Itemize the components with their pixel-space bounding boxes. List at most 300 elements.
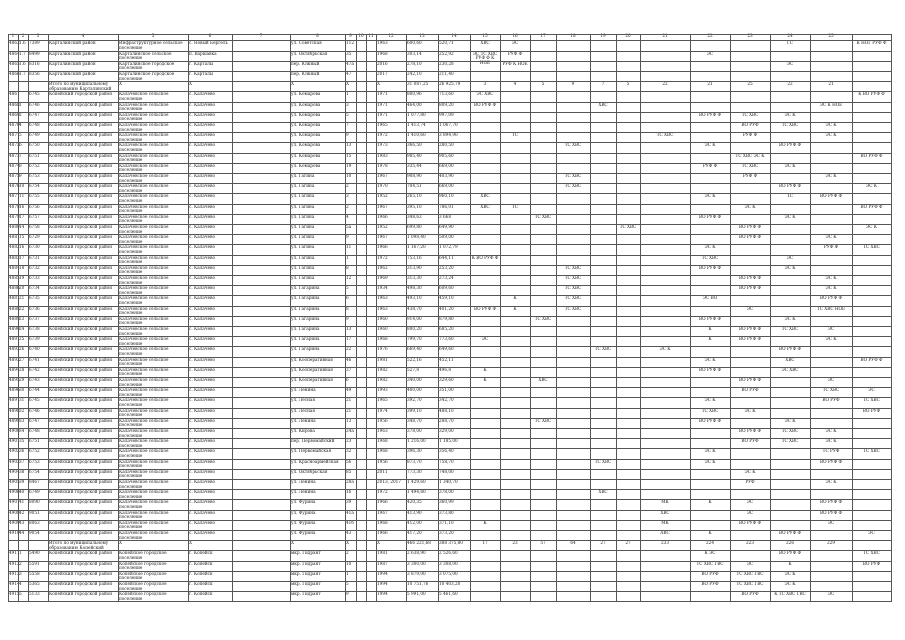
row-element-mark: [531, 41, 555, 50]
row-element-mark: [501, 82, 529, 91]
row-element-mark: [691, 470, 729, 479]
row-obj: Калачевское сельское поселение: [119, 234, 169, 244]
row-element-mark: [531, 582, 555, 591]
row-id: 6745: [29, 91, 40, 97]
row-element-mark: [471, 368, 499, 377]
row-r: 1.7: [19, 71, 26, 76]
row-element-mark: ТС ХВС: [564, 183, 582, 189]
row-rayon: Копейский городской район: [49, 275, 113, 280]
row-element-mark: [771, 245, 809, 254]
row-element-mark: [591, 52, 615, 61]
row-street: мкр. Гидрант: [291, 591, 321, 597]
row-element-mark: [853, 368, 890, 377]
row-np: с. Калачево: [189, 315, 216, 321]
row-element-mark: [591, 317, 615, 326]
row-element-mark: [811, 317, 851, 326]
row-area2: 329,60: [439, 377, 454, 382]
row-element-mark: [531, 327, 555, 336]
row-rayon: Копейский городской район: [49, 183, 113, 189]
row-rule: [8, 408, 891, 409]
row-element-mark: ТС ХВС: [701, 254, 719, 260]
row-element-mark: ВО РУФ Ф: [739, 519, 761, 525]
row-element-mark: К: [708, 336, 712, 342]
row-element-mark: [771, 521, 809, 530]
row-house: 24а: [346, 428, 354, 433]
row-house: 56: [346, 458, 352, 464]
row-obj: Калачевское сельское поселение: [119, 285, 169, 295]
row-street: ул. Гагина: [291, 193, 315, 199]
row-element-mark: ВО РУФ Ф: [739, 275, 761, 280]
row-area2: 649,60: [439, 346, 454, 352]
row-r: 1.7: [19, 50, 26, 56]
row-n: 4909: [9, 519, 20, 525]
row-element-mark: ВО РУФ Ф: [820, 458, 842, 464]
row-area2: 713,60: [439, 91, 454, 97]
row-np: с. Калачево: [189, 479, 216, 484]
row-element-mark: [471, 347, 499, 356]
row-element-mark: [731, 92, 769, 101]
row-element-mark: 25: [747, 81, 753, 87]
row-element-mark: [811, 113, 851, 122]
row-element-mark: ТС ХВС: [781, 438, 799, 444]
row-n: 4888: [9, 305, 20, 311]
row-area2: 373,80: [439, 509, 454, 515]
row-area: 1 098,40: [407, 234, 426, 240]
column-rule: [290, 34, 291, 602]
row-area2: 960,10: [439, 193, 454, 199]
row-house: 22: [346, 346, 352, 352]
row-obj: Калачевское сельское поселение: [119, 377, 169, 387]
row-element-mark: [591, 225, 615, 234]
row-element-mark: [591, 245, 615, 254]
row-r: 37: [19, 458, 25, 464]
row-id: 9051: [29, 509, 40, 515]
row-element-mark: [501, 449, 529, 458]
row-obj: Калачевское сельское поселение: [119, 305, 169, 316]
row-n: 4869: [9, 111, 20, 117]
row-element-mark: [471, 72, 499, 81]
row-element-mark: [501, 347, 529, 356]
row-element-mark: [557, 449, 589, 458]
row-area2: 253,20: [439, 264, 454, 270]
row-np: с. Калачево: [189, 193, 216, 199]
row-element-mark: [557, 388, 589, 397]
row-area2: 773,60: [439, 336, 454, 342]
row-year: 1952: [377, 224, 388, 229]
row-element-mark: [591, 62, 615, 71]
row-element-mark: [557, 521, 589, 530]
row-element-mark: [641, 378, 689, 387]
row-element-mark: [771, 480, 809, 489]
row-element-mark: ВО РУФ Ф: [779, 142, 801, 148]
row-id: 6737: [29, 315, 40, 321]
row-year: 1966: [377, 244, 388, 250]
row-element-mark: 23: [512, 540, 518, 546]
row-rule: [8, 540, 891, 541]
row-element-mark: [731, 245, 769, 254]
row-area: 498,30: [407, 285, 422, 291]
row-element-mark: [811, 582, 851, 591]
row-element-mark: 226: [786, 540, 794, 546]
row-obj: Калачевское сельское поселение: [119, 479, 169, 489]
column-rule: [590, 34, 591, 602]
row-n: 4879: [9, 213, 20, 219]
row-element-mark: [591, 521, 615, 530]
row-r: 4: [19, 122, 22, 127]
row-element-mark: [471, 551, 499, 560]
row-element-mark: [557, 62, 589, 71]
row-id: 6729: [29, 234, 40, 240]
row-element-mark: ТС ХВС: [594, 458, 612, 464]
row-obj: Карталинское сельское поселение: [119, 50, 172, 61]
row-area2: 649,90: [439, 224, 454, 229]
row-element-mark: [531, 52, 555, 61]
row-obj: Калачевское сельское поселение: [119, 315, 169, 326]
row-r: 16: [19, 203, 25, 209]
row-element-mark: [557, 531, 589, 540]
row-element-mark: [591, 276, 615, 285]
row-element-mark: 223: [746, 540, 754, 546]
row-rayon: Копейский городской район: [49, 448, 113, 454]
row-np: с. Калачево: [189, 213, 216, 219]
row-rule: [8, 193, 891, 194]
row-area2: 5 461,60: [439, 591, 458, 597]
row-obj: Калачевское сельское поселение: [119, 356, 169, 367]
row-element-mark: [557, 205, 589, 214]
row-element-mark: [617, 347, 639, 356]
row-np: с. Калачево: [189, 285, 216, 291]
row-element-mark: [531, 592, 555, 601]
column-number-header: 9: [349, 33, 352, 38]
row-element-mark: ВО РУФ Ф: [699, 213, 721, 219]
row-street: ул. Гагарина: [291, 295, 320, 301]
row-element-mark: [691, 307, 729, 316]
row-id: 6756: [29, 203, 40, 209]
row-element-mark: [641, 205, 689, 214]
row-n: 4878: [9, 203, 20, 209]
row-element-mark: [531, 572, 555, 581]
row-obj: Калачевское сельское поселение: [119, 173, 169, 183]
row-area2: 459,10: [439, 295, 454, 301]
row-street: ул. Кооперативная: [291, 377, 333, 382]
row-r: 10: [19, 183, 25, 189]
row-id: 6749: [29, 132, 40, 138]
row-element-mark: [471, 511, 499, 520]
row-element-mark: ЭС: [827, 377, 835, 382]
row-r: 35: [19, 438, 25, 444]
row-id: 6741: [29, 356, 40, 362]
row-element-mark: К ЭС: [704, 550, 716, 556]
row-np: с. Калачево: [189, 173, 216, 178]
row-element-mark: [853, 215, 890, 224]
row-element-mark: 9: [571, 81, 575, 87]
row-element-mark: ЭС К: [784, 162, 796, 168]
row-element-mark: [617, 72, 639, 81]
row-element-mark: [591, 449, 615, 458]
row-element-mark: [617, 582, 639, 591]
row-element-mark: ЭС К: [704, 244, 716, 250]
row-element-mark: [557, 511, 589, 520]
row-element-mark: [557, 582, 589, 591]
row-element-mark: [771, 205, 809, 214]
row-n: 4902: [9, 448, 20, 454]
row-element-mark: [617, 41, 639, 50]
row-element-mark: [641, 562, 689, 571]
row-element-mark: [501, 409, 529, 418]
row-rayon: Копейский городской район: [49, 407, 113, 413]
row-element-mark: [531, 521, 555, 530]
row-element-mark: [531, 439, 555, 448]
row-element-mark: [471, 50, 499, 65]
row-element-mark: ТС РУФ: [822, 448, 840, 454]
row-area2: 211,40: [439, 71, 454, 76]
row-area: 1 077,80: [407, 111, 426, 117]
row-r: 42: [19, 509, 25, 515]
row-rayon: Копейский городской район: [49, 438, 113, 444]
row-r: 19: [19, 275, 25, 280]
column-rule: [232, 34, 233, 602]
row-element-mark: [617, 409, 639, 418]
row-element-mark: ЭС ХВС: [476, 91, 494, 97]
row-element-mark: [811, 154, 851, 163]
row-street: ул. Фурина: [291, 519, 316, 525]
row-year: Х: [377, 540, 380, 546]
row-element-mark: 1С: [787, 193, 793, 199]
row-area2: 496,8: [439, 366, 451, 372]
row-year: 1983: [377, 152, 388, 158]
row-street: ул. Гагарина: [291, 336, 320, 342]
row-element-mark: [853, 82, 890, 91]
row-element-mark: [557, 337, 589, 346]
row-house: 8: [346, 264, 349, 270]
row-element-mark: [731, 52, 769, 61]
row-street: ул. Красноармейская: [291, 458, 339, 464]
row-rayon: Копейский городской район: [49, 122, 113, 127]
row-element-mark: [617, 245, 639, 254]
row-element-mark: 4: [513, 81, 517, 87]
row-element-mark: ВО РУФ Ф: [739, 336, 761, 342]
row-element-mark: [557, 439, 589, 448]
row-element-mark: [591, 511, 615, 520]
row-rayon: Копейский городской район: [49, 397, 113, 403]
column-number-header: 2: [21, 33, 25, 38]
row-element-mark: [617, 205, 639, 214]
row-element-mark: [617, 235, 639, 244]
row-element-mark: ЭС: [481, 336, 489, 342]
row-rule: [8, 387, 891, 388]
row-element-mark: [617, 266, 639, 275]
row-element-mark: [557, 490, 589, 499]
row-year: 1968: [377, 448, 388, 454]
row-element-mark: [731, 143, 769, 152]
row-rule: [8, 367, 891, 368]
row-rayon: Копейский городской район: [49, 315, 113, 321]
row-house: 1: [346, 570, 349, 576]
row-area: 1 167,20: [407, 244, 426, 250]
row-area2: 786,01: [439, 203, 454, 209]
row-element-mark: ВО РУФ: [862, 407, 881, 413]
row-np: с. Калачево: [189, 203, 216, 209]
row-element-mark: [501, 470, 529, 479]
row-element-mark: [531, 103, 555, 112]
row-rayon: Карталинский район: [49, 40, 96, 46]
row-element-mark: [691, 286, 729, 295]
row-area: 313,90: [407, 264, 422, 270]
row-street: ул. Первомайская: [291, 448, 332, 454]
row-element-mark: [591, 358, 615, 367]
row-r: 20: [19, 285, 25, 291]
row-element-mark: [771, 286, 809, 295]
row-element-mark: 64: [570, 540, 576, 546]
row-rayon: Копейский городской район: [49, 101, 113, 107]
row-area2: 10 403,20: [439, 581, 461, 586]
row-element-mark: [591, 327, 615, 336]
row-element-mark: [531, 551, 555, 560]
row-element-mark: [691, 388, 729, 397]
row-house: 7: [346, 122, 349, 127]
row-r: [19, 541, 27, 550]
row-street: ул. Комарова: [291, 152, 321, 158]
row-r: 30: [19, 387, 25, 393]
row-year: 1971: [377, 101, 388, 107]
row-house: 2: [346, 183, 349, 189]
row-element-mark: [641, 72, 689, 81]
row-element-mark: [531, 398, 555, 407]
row-obj: Калачевское сельское поселение: [119, 122, 169, 132]
row-n: 4908: [9, 509, 20, 515]
row-element-mark: ТС ХВС: [564, 173, 582, 178]
row-id: 8090: [29, 499, 40, 505]
row-house: 39: [346, 499, 352, 505]
row-obj: Калачевское сельское поселение: [119, 152, 169, 163]
row-element-mark: [531, 235, 555, 244]
row-area2: 378,00: [439, 489, 454, 495]
row-area2: 3 075,00: [439, 570, 458, 576]
row-element-mark: [617, 194, 639, 203]
row-rule: [8, 122, 891, 123]
row-street: пер. Южный: [291, 71, 320, 76]
row-element-mark: [471, 398, 499, 407]
row-element-mark: [617, 531, 639, 540]
row-element-mark: [771, 174, 809, 183]
row-element-mark: ВО РУФ: [741, 438, 759, 444]
row-obj: Калачевское сельское поселение: [119, 244, 169, 254]
row-rule: [8, 520, 891, 521]
row-obj: Калачевское сельское поселение: [119, 397, 169, 407]
row-rayon: Копейский городской район: [49, 142, 113, 148]
row-element-mark: [641, 480, 689, 489]
row-element-mark: [641, 470, 689, 479]
row-obj: Калачевское сельское поселение: [119, 224, 169, 234]
row-element-mark: ТС ХВС: [741, 162, 759, 168]
row-element-mark: [771, 449, 809, 458]
row-rayon: Копейский городской район: [49, 285, 113, 291]
row-area: 527,8: [407, 366, 419, 372]
row-element-mark: [617, 143, 639, 152]
row-area2: 1 067,70: [439, 122, 458, 127]
row-n: 4903: [9, 458, 20, 464]
row-element-mark: [617, 133, 639, 142]
row-rayon: Копейский городской район: [49, 417, 113, 423]
row-element-mark: РУФ К НОЕ: [502, 60, 528, 66]
row-element-mark: [771, 72, 809, 81]
row-np: г. Копейск: [189, 581, 213, 586]
row-element-mark: ЭС К: [784, 213, 796, 219]
row-element-mark: [501, 266, 529, 275]
row-element-mark: [853, 378, 890, 387]
row-element-mark: [471, 572, 499, 581]
row-element-mark: ТС ХВС: [534, 213, 552, 219]
row-element-mark: [811, 368, 851, 377]
row-element-mark: [557, 215, 589, 224]
row-house: 21: [346, 407, 352, 413]
row-element-mark: [853, 133, 890, 142]
row-element-mark: ЭС: [511, 40, 519, 46]
column-rule: [470, 34, 471, 602]
row-element-mark: ЭС: [868, 387, 875, 393]
row-element-mark: [557, 398, 589, 407]
row-element-mark: [641, 174, 689, 183]
row-np: с. Калачево: [189, 366, 216, 372]
row-house: 9: [346, 591, 349, 597]
row-element-mark: [557, 327, 589, 336]
row-street: Х: [291, 540, 294, 546]
row-element-mark: [531, 174, 555, 183]
row-element-mark: ВО РУФ: [701, 570, 719, 576]
row-rayon: Копейский городской район: [49, 162, 113, 168]
row-element-mark: [557, 409, 589, 418]
row-element-mark: [641, 460, 689, 469]
row-element-mark: [557, 194, 589, 203]
row-element-mark: [617, 317, 639, 326]
row-element-mark: ТС ХВС: [534, 417, 552, 423]
row-element-mark: ВО РУФ Ф: [699, 366, 721, 372]
row-np: с. Калачево: [189, 519, 216, 525]
row-np: с. Калачево: [189, 295, 216, 301]
row-area2: 997,09: [439, 111, 454, 117]
row-street: Х: [291, 81, 294, 87]
column-number-header: 21: [662, 33, 668, 38]
row-r: 15: [19, 234, 25, 240]
row-element-mark: ВО РУФ Ф: [699, 111, 721, 117]
row-house: 10: [346, 560, 352, 566]
row-element-mark: [531, 194, 555, 203]
row-year: 1974: [377, 407, 388, 413]
row-np: с. Калачево: [189, 244, 216, 250]
row-element-mark: РУФ: [745, 479, 755, 484]
row-rule: [8, 255, 891, 256]
row-element-mark: [471, 531, 499, 540]
row-id: 5591: [29, 560, 40, 566]
row-np: г. Карталы: [189, 71, 214, 76]
row-area2: 685,20: [439, 326, 454, 331]
row-element-mark: [591, 215, 615, 224]
row-area: 1 410,60: [407, 132, 426, 138]
row-n: 4871: [9, 132, 20, 138]
row-obj: Инфраструктурное сельское поселение: [119, 40, 183, 50]
row-element-mark: [641, 368, 689, 377]
row-year: 2013, 2017: [377, 479, 401, 484]
row-element-mark: [771, 235, 809, 244]
row-element-mark: [853, 72, 890, 81]
row-obj: Калачевское сельское поселение: [119, 213, 169, 224]
row-element-mark: [531, 337, 555, 346]
row-element-mark: 57: [540, 540, 546, 546]
row-id: 6751: [29, 438, 40, 444]
row-element-mark: [501, 582, 529, 591]
row-element-mark: [591, 500, 615, 509]
row-street: ул. Гагарина: [291, 326, 320, 331]
